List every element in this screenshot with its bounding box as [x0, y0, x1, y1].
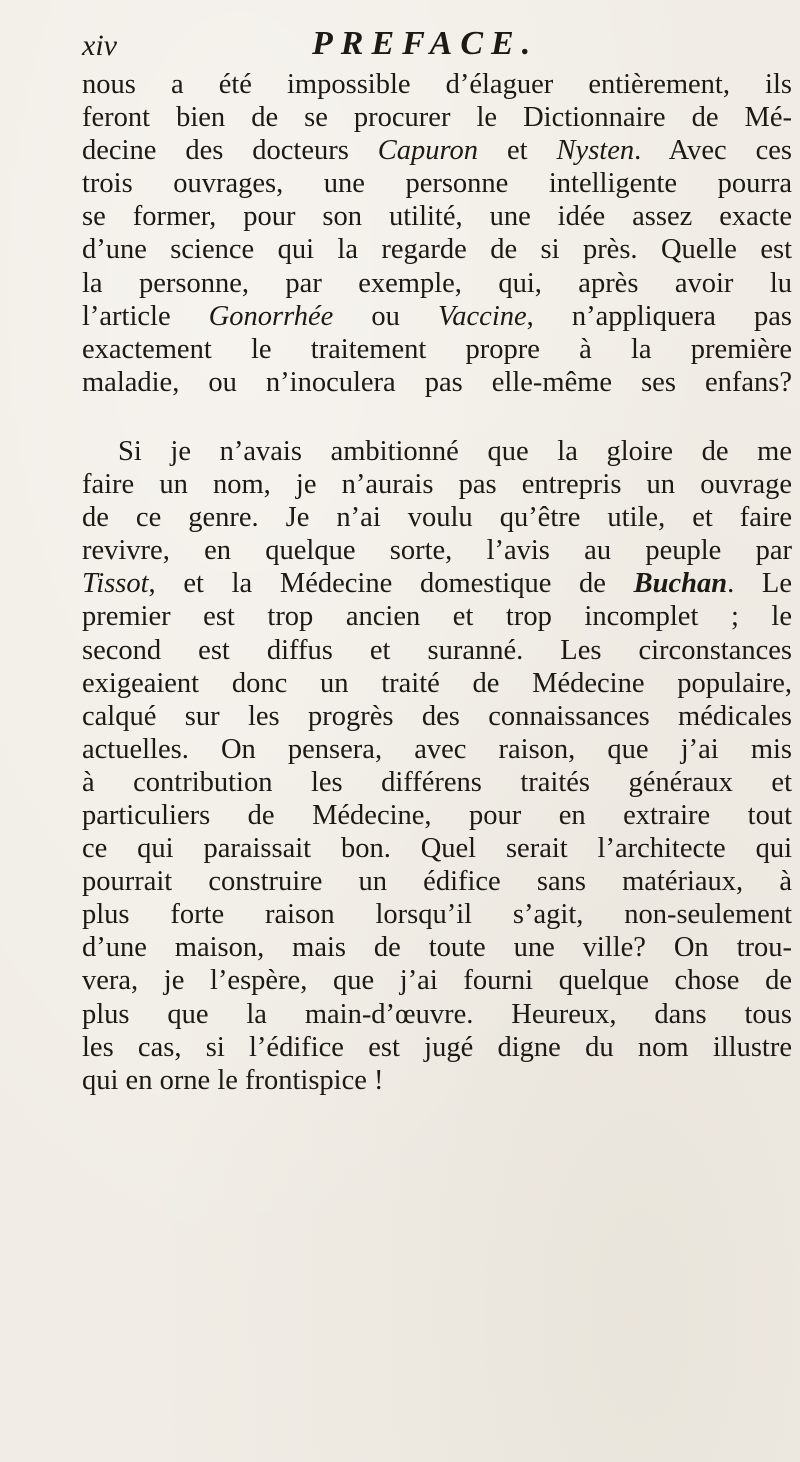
text-line	[82, 134, 792, 167]
text-line: Si je n’avais ambitionné que la gloire de me	[118, 435, 792, 467]
text-line: qui en orne le frontispice !	[82, 1064, 384, 1096]
text-line: à contribution les différens traités généraux et	[82, 766, 792, 798]
text-line: nous a été impossible d’élaguer entièrement, ils	[82, 69, 792, 100]
text-line: plus forte raison lorsqu’il s’agit, non-seulement	[82, 899, 792, 931]
text-line: d’une maison, mais de toute une ville? On trou-	[82, 932, 792, 964]
page-header	[82, 20, 792, 70]
text-line: feront bien de se procurer le Dictionnaire de Mé-	[82, 102, 792, 134]
text-line: revivre, en quelque sorte, l’avis au peuple par	[82, 535, 792, 567]
paragraph-1	[82, 68, 792, 399]
text-fragment: . Le	[727, 568, 792, 600]
text-line: la personne, par exemple, qui, après avoir lu	[82, 267, 792, 299]
author-name-capuron: Capuron	[377, 135, 479, 167]
text-line: d’une science qui la regarde de si près. Quelle est	[82, 234, 792, 266]
author-name-buchan: Buchan	[633, 568, 728, 600]
article-name-gonorrhee: Gonorrhée	[208, 300, 334, 332]
text-line: vera, je l’espère, que j’ai fourni quelque chose de	[82, 965, 792, 997]
text-fragment: decine des docteurs	[82, 135, 378, 167]
running-title: PREFACE.	[312, 25, 539, 62]
text-line: premier est trop ancien et trop incomplet ; le	[82, 601, 792, 633]
text-line: maladie, ou n’inoculera pas elle-même ses enfans?	[82, 366, 792, 398]
text-line: de ce genre. Je n’ai voulu qu’être utile, et faire	[82, 502, 792, 534]
author-name-nysten: Nysten	[556, 135, 635, 167]
text-fragment: ou	[333, 300, 439, 332]
author-name-tissot: Tissot	[82, 568, 149, 600]
text-line	[82, 567, 792, 600]
paragraph-gap	[82, 399, 792, 435]
text-line: se former, pour son utilité, une idée assez exacte	[82, 201, 792, 233]
page-number: xiv	[82, 29, 117, 62]
text-line: exigeaient donc un traité de Médecine populaire,	[82, 667, 792, 699]
body-text	[82, 68, 792, 1097]
text-line: second est diffus et suranné. Les circonstances	[82, 634, 792, 666]
text-line: calqué sur les progrès des connaissances médicales	[82, 700, 792, 732]
text-line: particuliers de Médecine, pour en extraire tout	[82, 799, 792, 831]
text-line: exactement le traitement propre à la première	[82, 333, 792, 365]
text-fragment: l’article	[82, 300, 209, 332]
text-line: actuelles. On pensera, avec raison, que j’ai mis	[82, 733, 792, 765]
text-fragment: et	[478, 135, 557, 167]
text-line: pourrait construire un édifice sans matériaux, à	[82, 866, 792, 898]
text-line: ce qui paraissait bon. Quel serait l’architecte qui	[82, 833, 792, 865]
paragraph-2	[82, 435, 792, 1097]
text-line: faire un nom, je n’aurais pas entrepris un ouvrage	[82, 469, 792, 501]
text-line	[82, 300, 792, 333]
text-line: plus que la main-d’œuvre. Heureux, dans tous	[82, 998, 792, 1030]
text-line: trois ouvrages, une personne intelligente pourra	[82, 168, 792, 200]
text-fragment: . Avec ces	[634, 135, 792, 167]
text-fragment: , n’appliquera pas	[526, 300, 792, 332]
article-name-vaccine: Vaccine	[438, 300, 527, 332]
text-fragment: , et la Médecine domestique de	[148, 568, 634, 600]
text-line: les cas, si l’édifice est jugé digne du nom illustre	[82, 1031, 792, 1063]
